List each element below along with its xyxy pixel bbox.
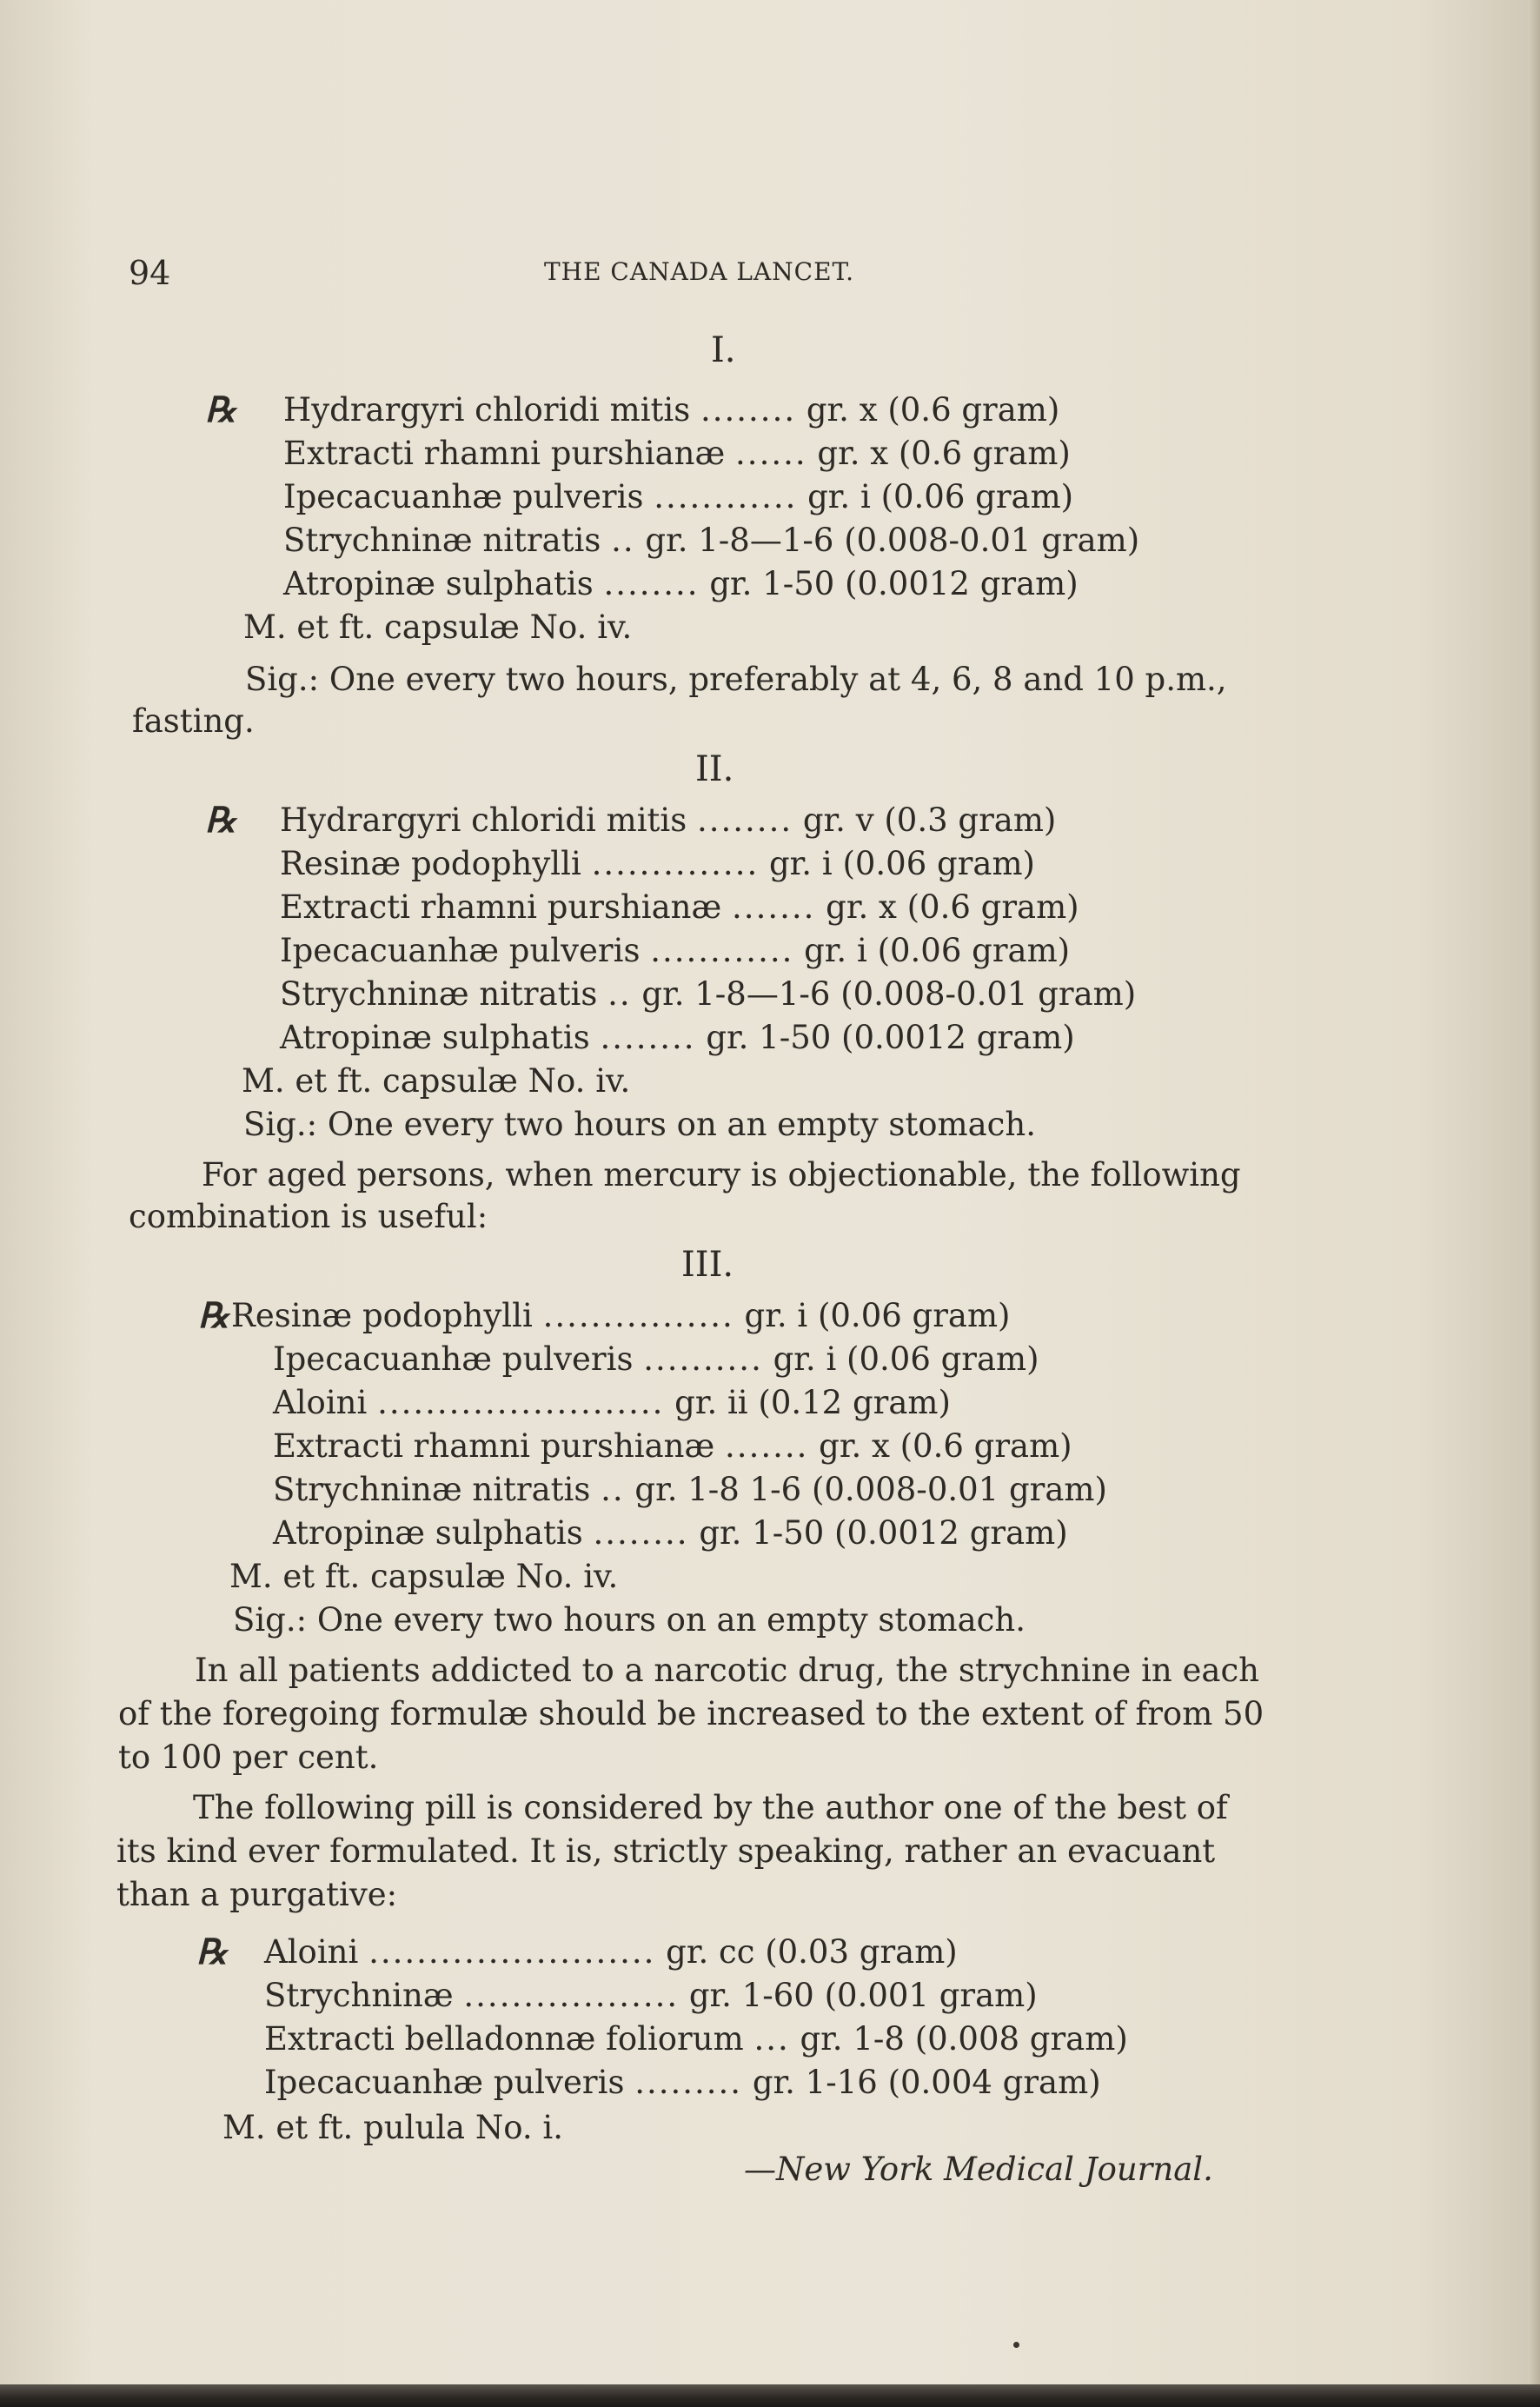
- dose: gr. i: [773, 1340, 837, 1378]
- aged-paragraph-line-2: combination is useful:: [129, 1198, 488, 1235]
- metric-dose: (0.06 gram): [817, 1297, 1011, 1334]
- formula-3-item: [273, 1514, 1068, 1552]
- ingredient: Resinæ podophylli: [280, 845, 581, 882]
- leader-dots: ........: [600, 1019, 696, 1056]
- dose: gr. 1-50: [706, 1019, 832, 1056]
- dose: gr. x: [819, 1427, 890, 1465]
- formula-2-sig: Sig.: One every two hours on an empty stomach.: [243, 1106, 1036, 1143]
- leader-dots: ..........: [643, 1340, 763, 1378]
- leader-dots: ........................: [377, 1384, 665, 1421]
- page-edge-shadow: [1528, 0, 1540, 2407]
- metric-dose: (0.0012 gram): [834, 1514, 1068, 1552]
- leader-dots: ........: [697, 801, 793, 839]
- formula-2-item: [280, 845, 1035, 882]
- dose: gr. 1-8 1-6: [634, 1471, 802, 1508]
- metric-dose: (0.6 gram): [899, 1427, 1072, 1465]
- formula-2-item: [280, 888, 1079, 926]
- formula-3-item: [231, 1297, 1010, 1334]
- metric-dose: (0.12 gram): [758, 1384, 951, 1421]
- leader-dots: ..: [611, 522, 635, 559]
- ingredient: Hydrargyri chloridi mitis: [283, 391, 691, 429]
- running-head: THE CANADA LANCET.: [544, 257, 855, 286]
- metric-dose: (0.008-0.01 gram): [844, 522, 1140, 559]
- formula-1-mix: M. et ft. capsulæ No. iv.: [243, 608, 633, 646]
- leader-dots: ........................: [368, 1933, 656, 1971]
- leader-dots: ..: [601, 1471, 625, 1508]
- leader-dots: ............: [654, 478, 798, 515]
- formula-1-item: [283, 565, 1079, 602]
- ingredient: Aloini: [264, 1933, 359, 1971]
- ingredient: Strychninæ nitratis: [273, 1471, 591, 1508]
- formula-1-item: [283, 435, 1071, 472]
- ingredient: Strychninæ: [264, 1977, 454, 2014]
- ingredient: Hydrargyri chloridi mitis: [280, 801, 687, 839]
- ingredient: Strychninæ nitratis: [280, 975, 598, 1013]
- metric-dose: (0.008-0.01 gram): [840, 975, 1137, 1013]
- page-number: 94: [129, 254, 171, 292]
- metric-dose: (0.3 gram): [884, 801, 1057, 839]
- metric-dose: (0.6 gram): [898, 435, 1071, 472]
- ingredient: Atropinæ sulphatis: [283, 565, 594, 602]
- metric-dose: (0.06 gram): [846, 1340, 1039, 1378]
- metric-dose: (0.03 gram): [765, 1933, 958, 1971]
- ingredient: Extracti rhamni purshianæ: [273, 1427, 715, 1465]
- formula-3-item: [273, 1340, 1039, 1378]
- rx-symbol-3: ℞: [198, 1295, 229, 1336]
- metric-dose: (0.004 gram): [887, 2064, 1101, 2101]
- formula-3-item: [273, 1427, 1072, 1465]
- dose: gr. x: [817, 435, 889, 472]
- formula-1-item: [283, 391, 1059, 429]
- metric-dose: (0.008 gram): [914, 2020, 1128, 2058]
- dose: gr. 1-60: [688, 1977, 814, 2014]
- rx-symbol-1: ℞: [205, 389, 236, 430]
- rx-symbol-2: ℞: [205, 800, 236, 841]
- formula-3-item: [273, 1384, 951, 1421]
- leader-dots: .......: [725, 1427, 809, 1465]
- dose: gr. 1-8: [800, 2020, 905, 2058]
- leader-dots: .........: [634, 2064, 743, 2101]
- ingredient: Atropinæ sulphatis: [280, 1019, 590, 1056]
- dose: gr. x: [826, 888, 897, 926]
- dose: gr. 1-50: [699, 1514, 825, 1552]
- leader-dots: ......: [735, 435, 807, 472]
- pill-formula-item: [264, 1977, 1038, 2014]
- leader-dots: ........: [593, 1514, 689, 1552]
- leader-dots: ............: [650, 932, 794, 969]
- leader-dots: ................: [542, 1297, 734, 1334]
- pill-paragraph-line-3: than a purgative:: [116, 1876, 398, 1913]
- formula-2-item: [280, 932, 1070, 969]
- aged-paragraph-line-1: For aged persons, when mercury is objectionable, the following: [202, 1156, 1241, 1194]
- metric-dose: (0.6 gram): [887, 391, 1060, 429]
- metric-dose: (0.06 gram): [877, 932, 1071, 969]
- formula-1-heading: I.: [711, 330, 736, 370]
- leader-dots: ..............: [591, 845, 760, 882]
- ingredient: Atropinæ sulphatis: [273, 1514, 583, 1552]
- pill-formula-mix: M. et ft. pulula No. i.: [222, 2109, 563, 2146]
- leader-dots: ........: [700, 391, 797, 429]
- dose: gr. ii: [674, 1384, 748, 1421]
- formula-1-sig-continued: fasting.: [132, 702, 255, 740]
- leader-dots: .......: [732, 888, 816, 926]
- leader-dots: ........: [603, 565, 700, 602]
- formula-3-heading: III.: [681, 1245, 734, 1285]
- narcotic-paragraph-line-3: to 100 per cent.: [118, 1739, 379, 1776]
- dose: gr. i: [804, 932, 867, 969]
- source-citation: —New York Medical Journal.: [744, 2151, 1213, 2188]
- dose: gr. 1-50: [709, 565, 835, 602]
- metric-dose: (0.0012 gram): [845, 565, 1079, 602]
- formula-3-sig: Sig.: One every two hours on an empty stomach.: [233, 1601, 1026, 1639]
- ingredient: Strychninæ nitratis: [283, 522, 601, 559]
- dose: gr. 1-8—1-6: [645, 522, 834, 559]
- ingredient: Extracti rhamni purshianæ: [280, 888, 722, 926]
- leader-dots: ..: [607, 975, 632, 1013]
- ingredient: Ipecacuanhæ pulveris: [273, 1340, 634, 1378]
- ingredient: Resinæ podophylli: [231, 1297, 533, 1334]
- formula-2-heading: II.: [695, 749, 734, 789]
- book-binding-edge: [0, 2384, 1540, 2407]
- formula-2-item: [280, 1019, 1075, 1056]
- ingredient: Extracti belladonnæ foliorum: [264, 2020, 744, 2058]
- ink-speck: [1013, 2342, 1019, 2348]
- formula-1-item: [283, 522, 1139, 559]
- dose: gr. v: [802, 801, 874, 839]
- formula-2-item: [280, 801, 1056, 839]
- rx-symbol-4: ℞: [196, 1932, 228, 1972]
- pill-formula-item: [264, 2020, 1128, 2058]
- ingredient: Ipecacuanhæ pulveris: [280, 932, 641, 969]
- pill-paragraph-line-1: The following pill is considered by the author one of the best of: [193, 1789, 1228, 1826]
- ingredient: Ipecacuanhæ pulveris: [283, 478, 644, 515]
- leader-dots: ...: [753, 2020, 790, 2058]
- dose: gr. i: [769, 845, 833, 882]
- dose: gr. x: [806, 391, 878, 429]
- dose: gr. i: [807, 478, 871, 515]
- metric-dose: (0.0012 gram): [841, 1019, 1075, 1056]
- metric-dose: (0.001 gram): [824, 1977, 1038, 2014]
- narcotic-paragraph-line-2: of the foregoing formulæ should be increased to the extent of from 50: [118, 1695, 1265, 1732]
- narcotic-paragraph-line-1: In all patients addicted to a narcotic drug, the strychnine in each: [195, 1652, 1260, 1689]
- dose: gr. cc: [666, 1933, 755, 1971]
- pill-formula-item: [264, 1933, 958, 1971]
- formula-1-item: [283, 478, 1073, 515]
- metric-dose: (0.6 gram): [906, 888, 1079, 926]
- metric-dose: (0.008-0.01 gram): [811, 1471, 1107, 1508]
- formula-3-item: [273, 1471, 1107, 1508]
- metric-dose: (0.06 gram): [842, 845, 1035, 882]
- formula-1-sig: Sig.: One every two hours, preferably at 4, 6, 8 and 10 p.m.,: [245, 661, 1227, 698]
- leader-dots: ..................: [463, 1977, 680, 2014]
- formula-2-item: [280, 975, 1136, 1013]
- pill-paragraph-line-2: its kind ever formulated. It is, strictly speaking, rather an evacuant: [116, 1832, 1216, 1870]
- ingredient: Ipecacuanhæ pulveris: [264, 2064, 625, 2101]
- dose: gr. 1-8—1-6: [641, 975, 831, 1013]
- pill-formula-item: [264, 2064, 1101, 2101]
- metric-dose: (0.06 gram): [880, 478, 1074, 515]
- formula-2-mix: M. et ft. capsulæ No. iv.: [242, 1062, 631, 1100]
- ingredient: Extracti rhamni purshianæ: [283, 435, 726, 472]
- dose: gr. 1-16: [752, 2064, 878, 2101]
- formula-3-mix: M. et ft. capsulæ No. iv.: [229, 1558, 619, 1595]
- ingredient: Aloini: [273, 1384, 368, 1421]
- dose: gr. i: [744, 1297, 808, 1334]
